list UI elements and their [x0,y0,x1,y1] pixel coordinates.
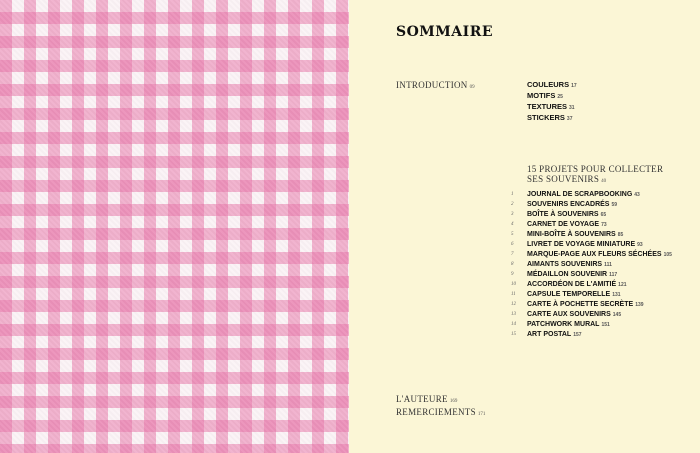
projects-heading-line2: SES SOUVENIRS 40 [527,174,607,184]
back-matter-item[interactable]: L'AUTEURE 169 [396,394,458,404]
projects-heading-line1: 15 PROJETS POUR COLLECTER [527,164,664,174]
category-item[interactable]: TEXTURES 31 [527,102,575,111]
back-matter [396,394,485,420]
category-item[interactable]: COULEURS 17 [527,80,577,89]
introduction-label: INTRODUCTION [396,80,468,90]
projects-heading[interactable] [527,164,663,187]
introduction-entry[interactable] [396,80,475,90]
introduction-page: 09 [469,85,475,90]
back-matter-item[interactable]: REMERCIEMENTS 171 [396,407,486,417]
category-list [527,80,577,124]
category-item[interactable]: MOTIFS 25 [527,91,563,100]
page-title: SOMMAIRE [396,24,494,40]
category-item[interactable]: STICKERS 37 [527,113,573,122]
gingham-fabric-image [0,0,349,453]
